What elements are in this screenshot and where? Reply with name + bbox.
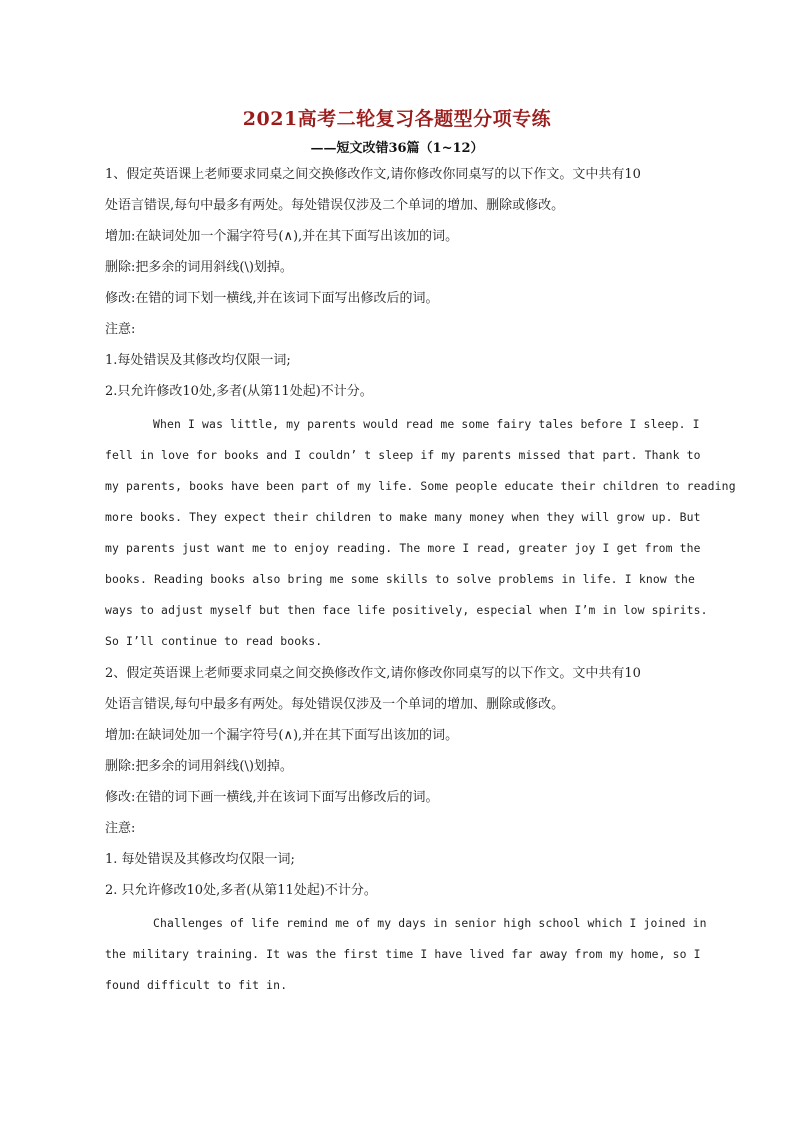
passage-line: more books. They expect their children to make many money when they will grow up. But xyxy=(105,510,701,524)
question-2-instructions xyxy=(105,658,695,906)
question-2-add-rule: 增加:在缺词处加一个漏字符号(∧),并在其下面写出该加的词。 xyxy=(105,728,459,743)
question-1-add-rule: 增加:在缺词处加一个漏字符号(∧),并在其下面写出该加的词。 xyxy=(105,229,459,244)
passage-line: So I’ll continue to read books. xyxy=(105,634,323,648)
question-2-modify-rule: 修改:在错的词下画一横线,并在该词下面写出修改后的词。 xyxy=(105,790,439,805)
question-1-instructions xyxy=(105,159,695,407)
question-2-intro-line-1: 2、假定英语课上老师要求同桌之间交换修改作文,请你修改你同桌写的以下作文。文中共有10 xyxy=(105,666,641,681)
document-title: 2021高考二轮复习各题型分项专练 xyxy=(242,108,552,130)
question-2-passage xyxy=(105,908,707,1001)
passage-line: the military training. It was the first time I have lived far away from my home, so I xyxy=(105,947,701,961)
question-2-note-heading: 注意: xyxy=(105,821,136,836)
passage-line: fell in love for books and I couldn’ t sleep if my parents missed that part. Thank to xyxy=(105,448,701,462)
question-1-note-2: 2.只允许修改10处,多者(从第11处起)不计分。 xyxy=(105,384,373,399)
question-2-note-2: 2. 只允许修改10处,多者(从第11处起)不计分。 xyxy=(105,883,377,898)
passage-line: my parents just want me to enjoy reading. The more I read, greater joy I get from the xyxy=(105,541,701,555)
document-subtitle: ——短文改错36篇（1~12） xyxy=(310,141,484,156)
passage-line: When I was little, my parents would read me some fairy tales before I sleep. I xyxy=(153,417,700,431)
question-1-intro-line-1: 1、假定英语课上老师要求同桌之间交换修改作文,请你修改你同桌写的以下作文。文中共有10 xyxy=(105,167,641,182)
question-1-intro-line-2: 处语言错误,每句中最多有两处。每处错误仅涉及二个单词的增加、删除或修改。 xyxy=(105,198,565,213)
passage-line: ways to adjust myself but then face life positively, especial when I’m in low spirits. xyxy=(105,603,708,617)
question-1-modify-rule: 修改:在错的词下划一横线,并在该词下面写出修改后的词。 xyxy=(105,291,439,306)
question-1-note-heading: 注意: xyxy=(105,322,136,337)
passage-line: books. Reading books also bring me some skills to solve problems in life. I know the xyxy=(105,572,695,586)
question-2-intro-line-2: 处语言错误,每句中最多有两处。每处错误仅涉及一个单词的增加、删除或修改。 xyxy=(105,697,565,712)
passage-line: found difficult to fit in. xyxy=(105,978,288,992)
question-2-note-1: 1. 每处错误及其修改均仅限一词; xyxy=(105,852,295,867)
passage-line: Challenges of life remind me of my days in senior high school which I joined in xyxy=(153,916,707,930)
question-1-delete-rule: 删除:把多余的词用斜线(\)划掉。 xyxy=(105,260,293,275)
question-1-note-1: 1.每处错误及其修改均仅限一词; xyxy=(105,353,291,368)
passage-line: my parents, books have been part of my life. Some people educate their children to reading xyxy=(105,479,736,493)
question-1-passage xyxy=(105,409,736,657)
question-2-delete-rule: 删除:把多余的词用斜线(\)划掉。 xyxy=(105,759,293,774)
